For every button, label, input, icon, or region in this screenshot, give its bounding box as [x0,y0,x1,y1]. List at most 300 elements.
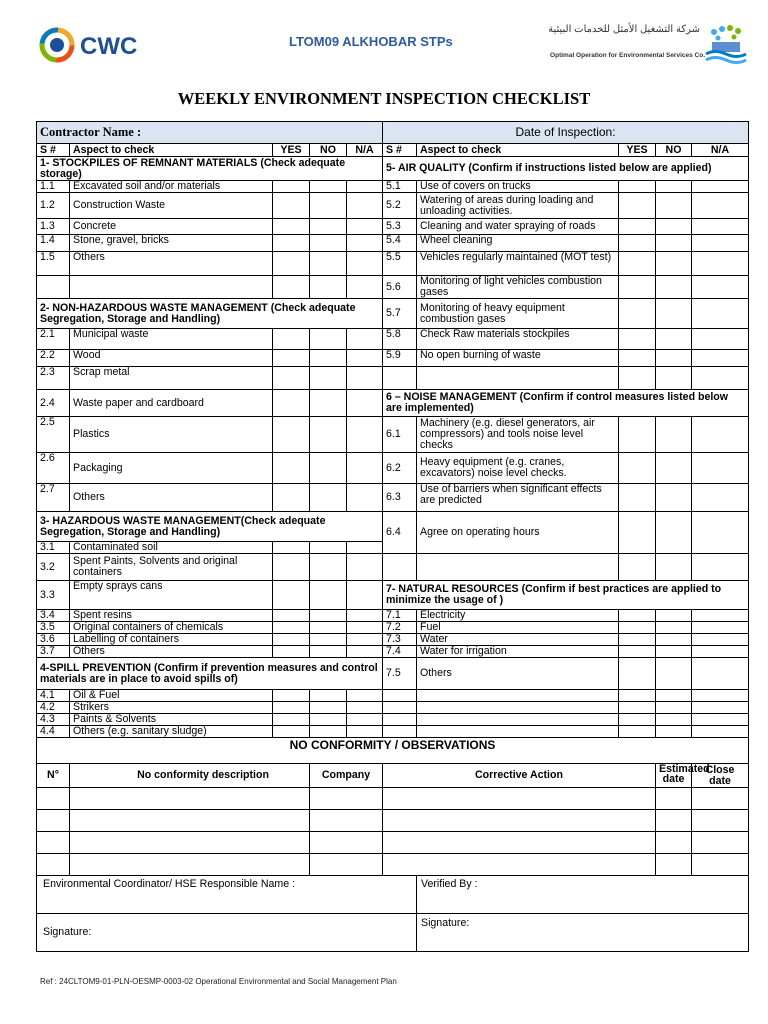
check-na[interactable] [692,417,749,453]
check-yes[interactable] [619,726,656,738]
check-no[interactable] [310,252,347,276]
check-yes[interactable] [273,610,310,622]
check-no[interactable] [656,690,692,702]
empty-cell [417,726,619,738]
check-yes[interactable] [619,299,656,329]
check-yes[interactable] [273,235,310,252]
check-no[interactable] [310,390,347,417]
check-no[interactable] [656,350,692,367]
signature-row [37,914,749,952]
check-no[interactable] [310,219,347,235]
section-title-natural-resources: 7- NATURAL RESOURCES (Confirm if best practices are applied to minimize the usage of ) [383,581,749,610]
check-yes[interactable] [273,453,310,484]
check-yes[interactable] [619,690,656,702]
check-no[interactable] [310,350,347,367]
item-number: 1.5 [37,252,70,276]
check-na[interactable] [692,181,749,193]
item-number: 1.4 [37,235,70,252]
check-yes[interactable] [619,554,656,581]
col-header-yes-right: YES [619,144,656,157]
check-yes[interactable] [273,350,310,367]
check-no[interactable] [310,235,347,252]
nc-cell[interactable] [37,832,70,854]
check-na[interactable] [692,634,749,646]
check-yes[interactable] [273,702,310,714]
empty-cell [383,554,417,581]
check-na[interactable] [347,484,383,512]
check-no[interactable] [656,726,692,738]
check-yes[interactable] [619,714,656,726]
check-no[interactable] [310,702,347,714]
check-na[interactable] [692,690,749,702]
check-no[interactable] [656,702,692,714]
nc-col-description: No conformity description [70,764,310,788]
check-no[interactable] [310,367,347,390]
item-text: Spent resins [70,610,273,622]
nc-col-close-date: Close date [692,764,749,788]
check-yes[interactable] [619,252,656,276]
check-yes[interactable] [273,390,310,417]
check-no[interactable] [656,512,692,554]
check-na[interactable] [692,512,749,554]
table-row [37,702,749,714]
check-na[interactable] [692,193,749,219]
check-na[interactable] [692,350,749,367]
logo-text: CWC [80,33,138,60]
section-title-hazardous-waste: 3- HAZARDOUS WASTE MANAGEMENT(Check adequate Segregation, Storage and Handling) [37,512,383,542]
verified-by-field[interactable]: Verified By : [417,876,749,914]
column-header-row [37,144,749,157]
nc-cell[interactable] [656,810,692,832]
item-number: 2.1 [37,329,70,350]
empty-cell [383,367,417,390]
item-number: 5.3 [383,219,417,235]
nc-cell[interactable] [37,810,70,832]
item-text: Labelling of containers [70,634,273,646]
nc-cell[interactable] [656,832,692,854]
col-header-na-left: N/A [347,144,383,157]
table-row [37,554,749,581]
check-yes[interactable] [619,181,656,193]
col-header-yes-left: YES [273,144,310,157]
contractor-name-label[interactable]: Contractor Name : [37,122,383,144]
item-text: Others [70,646,273,658]
check-no[interactable] [310,634,347,646]
nonconformity-header-row [37,764,749,788]
empty-cell [37,276,70,299]
check-na[interactable] [347,581,383,610]
check-no[interactable] [310,690,347,702]
check-yes[interactable] [273,554,310,581]
item-number: 4.1 [37,690,70,702]
check-yes[interactable] [273,726,310,738]
nc-cell[interactable] [70,854,310,876]
item-text: Plastics [70,417,273,453]
empty-cell [383,690,417,702]
check-yes[interactable] [273,622,310,634]
item-text: Heavy equipment (e.g. cranes, excavators) noise level checks. [417,453,619,484]
item-number: 2.5 [37,417,70,453]
empty-cell [417,714,619,726]
nc-cell[interactable] [70,832,310,854]
check-no[interactable] [310,329,347,350]
nc-cell[interactable] [656,854,692,876]
check-na[interactable] [692,367,749,390]
nc-cell[interactable] [310,788,383,810]
check-na[interactable] [347,646,383,658]
check-no[interactable] [656,235,692,252]
item-number: 5.5 [383,252,417,276]
col-header-aspect-right: Aspect to check [417,144,619,157]
table-row [37,610,749,622]
table-row [37,714,749,726]
check-na[interactable] [692,329,749,350]
item-text: Others [70,252,273,276]
header-info-row [37,122,749,144]
check-yes[interactable] [619,350,656,367]
table-row [37,581,749,610]
item-text: Monitoring of heavy equipment combustion gases [417,299,619,329]
nc-cell[interactable] [310,854,383,876]
empty-cell [417,690,619,702]
item-number: 1.1 [37,181,70,193]
check-na[interactable] [692,276,749,299]
table-row [37,658,749,690]
item-text: Fuel [417,622,619,634]
check-na[interactable] [347,350,383,367]
item-number: 4.4 [37,726,70,738]
item-number: 6.1 [383,417,417,453]
empty-cell [383,714,417,726]
check-no[interactable] [656,484,692,512]
check-na[interactable] [692,554,749,581]
check-na[interactable] [347,417,383,453]
check-na[interactable] [692,299,749,329]
table-row [37,181,749,193]
check-no[interactable] [656,252,692,276]
check-na[interactable] [347,193,383,219]
table-row [37,512,749,542]
check-yes[interactable] [273,714,310,726]
check-yes[interactable] [273,181,310,193]
section-title-stockpiles: 1- STOCKPILES OF REMNANT MATERIALS (Check adequate storage) [37,157,383,181]
table-row [37,235,749,252]
check-no[interactable] [310,417,347,453]
item-text: Water for irrigation [417,646,619,658]
check-no[interactable] [656,714,692,726]
item-text: Construction Waste [70,193,273,219]
item-text: Use of covers on trucks [417,181,619,193]
table-row [37,390,749,417]
check-no[interactable] [656,453,692,484]
check-na[interactable] [347,453,383,484]
item-text: Vehicles regularly maintained (MOT test) [417,252,619,276]
check-na[interactable] [692,235,749,252]
check-no[interactable] [656,276,692,299]
nonconformity-row [37,854,749,876]
document-header [0,0,768,80]
item-number: 4.3 [37,714,70,726]
item-text: Others [70,484,273,512]
item-number: 7.5 [383,658,417,690]
item-number: 6.4 [383,512,417,554]
check-yes[interactable] [273,484,310,512]
col-header-no-left: NO [310,144,347,157]
check-no[interactable] [656,219,692,235]
item-number: 5.8 [383,329,417,350]
document-reference: Ref : 24CLTOM9-01-PLN-OESMP-0003-02 Operational Environmental and Social Management Plan [40,977,397,986]
check-yes[interactable] [273,252,310,276]
check-no[interactable] [310,453,347,484]
item-number: 3.4 [37,610,70,622]
nc-cell[interactable] [692,854,749,876]
check-no[interactable] [656,417,692,453]
nc-cell[interactable] [383,832,656,854]
check-na[interactable] [347,235,383,252]
section-title-non-hazardous-waste: 2- NON-HAZARDOUS WASTE MANAGEMENT (Check adequate Segregation, Storage and Handling) [37,299,383,329]
item-number: 7.4 [383,646,417,658]
nc-col-corrective-action: Corrective Action [383,764,656,788]
check-no[interactable] [656,622,692,634]
check-no[interactable] [656,610,692,622]
check-na[interactable] [347,726,383,738]
check-na[interactable] [692,726,749,738]
check-na[interactable] [347,329,383,350]
check-na[interactable] [692,646,749,658]
item-number: 5.9 [383,350,417,367]
check-yes[interactable] [273,193,310,219]
item-number: 3.3 [37,581,70,610]
check-no[interactable] [310,726,347,738]
check-no[interactable] [310,554,347,581]
nc-cell[interactable] [692,788,749,810]
check-no[interactable] [656,634,692,646]
table-row [37,299,749,329]
check-na[interactable] [347,622,383,634]
org-name-arabic: شركة التشغيل الأمثل للخدمات البيئية [548,24,700,35]
check-yes[interactable] [273,367,310,390]
signature-row [37,876,749,914]
table-row [37,276,749,299]
check-na[interactable] [347,610,383,622]
item-number: 3.6 [37,634,70,646]
check-na[interactable] [692,622,749,634]
table-row [37,690,749,702]
table-row [37,634,749,646]
col-header-na-right: N/A [692,144,749,157]
page-title: WEEKLY ENVIRONMENT INSPECTION CHECKLIST [177,89,591,108]
check-yes[interactable] [619,484,656,512]
col-header-sn-left: S # [37,144,70,157]
nc-cell[interactable] [692,832,749,854]
item-text: Paints & Solvents [70,714,273,726]
check-yes[interactable] [273,276,310,299]
check-yes[interactable] [273,634,310,646]
nc-cell[interactable] [383,810,656,832]
item-text: Cleaning and water spraying of roads [417,219,619,235]
check-yes[interactable] [619,219,656,235]
item-text: Water [417,634,619,646]
check-no[interactable] [310,276,347,299]
check-no[interactable] [656,329,692,350]
check-yes[interactable] [619,512,656,554]
item-text: Strikers [70,702,273,714]
check-yes[interactable] [619,646,656,658]
check-yes[interactable] [619,453,656,484]
table-row [37,726,749,738]
check-yes[interactable] [619,329,656,350]
nonconformity-row [37,788,749,810]
check-na[interactable] [347,367,383,390]
check-yes[interactable] [619,235,656,252]
table-row [37,646,749,658]
nc-cell[interactable] [310,832,383,854]
check-no[interactable] [310,646,347,658]
check-no[interactable] [656,193,692,219]
nc-cell[interactable] [656,788,692,810]
check-yes[interactable] [273,690,310,702]
check-na[interactable] [347,390,383,417]
table-row [37,417,749,453]
check-yes[interactable] [619,610,656,622]
check-na[interactable] [347,714,383,726]
col-header-aspect-left: Aspect to check [70,144,273,157]
check-na[interactable] [347,252,383,276]
check-na[interactable] [347,634,383,646]
check-no[interactable] [656,299,692,329]
table-row [37,367,749,390]
check-no[interactable] [656,554,692,581]
item-text: Watering of areas during loading and unloading activities. [417,193,619,219]
nc-cell[interactable] [383,788,656,810]
item-text: Empty sprays cans [70,581,273,610]
check-yes[interactable] [619,367,656,390]
check-yes[interactable] [619,702,656,714]
check-no[interactable] [656,646,692,658]
empty-cell [383,702,417,714]
item-text: Wheel cleaning [417,235,619,252]
check-yes[interactable] [273,329,310,350]
check-no[interactable] [656,367,692,390]
nc-cell[interactable] [70,810,310,832]
check-na[interactable] [692,610,749,622]
table-row [37,738,749,764]
check-no[interactable] [310,193,347,219]
item-number: 1.3 [37,219,70,235]
nc-cell[interactable] [70,788,310,810]
item-number: 7.1 [383,610,417,622]
check-no[interactable] [310,610,347,622]
item-number: 3.1 [37,542,70,554]
nc-cell[interactable] [37,788,70,810]
nc-cell[interactable] [310,810,383,832]
check-na[interactable] [692,714,749,726]
check-na[interactable] [692,219,749,235]
col-header-no-right: NO [656,144,692,157]
check-na[interactable] [347,702,383,714]
table-row [37,252,749,276]
item-number: 2.2 [37,350,70,367]
cwc-logo [38,26,148,64]
check-no[interactable] [310,622,347,634]
table-row [37,193,749,219]
item-number: 1.2 [37,193,70,219]
item-number: 3.7 [37,646,70,658]
check-no[interactable] [656,658,692,690]
item-text: Original containers of chemicals [70,622,273,634]
check-na[interactable] [692,484,749,512]
check-no[interactable] [310,181,347,193]
check-na[interactable] [692,702,749,714]
empty-cell [383,726,417,738]
water-drops-logo [704,24,748,64]
check-no[interactable] [310,714,347,726]
item-number: 2.6 [37,453,70,484]
nc-cell[interactable] [37,854,70,876]
check-yes[interactable] [273,542,310,554]
item-text: Concrete [70,219,273,235]
check-na[interactable] [347,690,383,702]
date-of-inspection-label[interactable]: Date of Inspection: [383,122,749,144]
nonconformity-row [37,832,749,854]
check-no[interactable] [656,181,692,193]
check-yes[interactable] [619,658,656,690]
nc-cell[interactable] [383,854,656,876]
nc-col-company: Company [310,764,383,788]
check-na[interactable] [347,219,383,235]
item-text: Wood [70,350,273,367]
check-na[interactable] [347,542,383,554]
signature-right-field[interactable]: Signature: [417,914,749,952]
item-number: 3.5 [37,622,70,634]
item-number: 5.4 [383,235,417,252]
table-row [37,219,749,235]
check-no[interactable] [310,542,347,554]
empty-cell [417,702,619,714]
check-yes[interactable] [619,622,656,634]
check-yes[interactable] [619,193,656,219]
check-no[interactable] [310,581,347,610]
check-yes[interactable] [619,417,656,453]
check-na[interactable] [692,658,749,690]
signature-left-field[interactable]: Signature: [37,914,417,952]
item-text: Stone, gravel, bricks [70,235,273,252]
table-row [37,329,749,350]
check-yes[interactable] [273,417,310,453]
table-row [37,453,749,484]
check-yes[interactable] [273,581,310,610]
check-na[interactable] [692,453,749,484]
check-no[interactable] [310,484,347,512]
empty-cell [70,276,273,299]
check-yes[interactable] [273,646,310,658]
check-na[interactable] [347,181,383,193]
table-row [37,484,749,512]
check-yes[interactable] [619,634,656,646]
item-text: No open burning of waste [417,350,619,367]
hse-coordinator-name-field[interactable]: Environmental Coordinator/ HSE Responsible Name : [37,876,417,914]
check-yes[interactable] [273,219,310,235]
org-name-english: Optimal Operation for Environmental Services Co. [550,52,705,59]
check-na[interactable] [347,276,383,299]
item-text: Others (e.g. sanitary sludge) [70,726,273,738]
nonconformity-title: NO CONFORMITY / OBSERVATIONS [37,738,749,764]
nc-cell[interactable] [692,810,749,832]
check-na[interactable] [347,554,383,581]
check-na[interactable] [692,252,749,276]
item-text: Check Raw materials stockpiles [417,329,619,350]
check-yes[interactable] [619,276,656,299]
